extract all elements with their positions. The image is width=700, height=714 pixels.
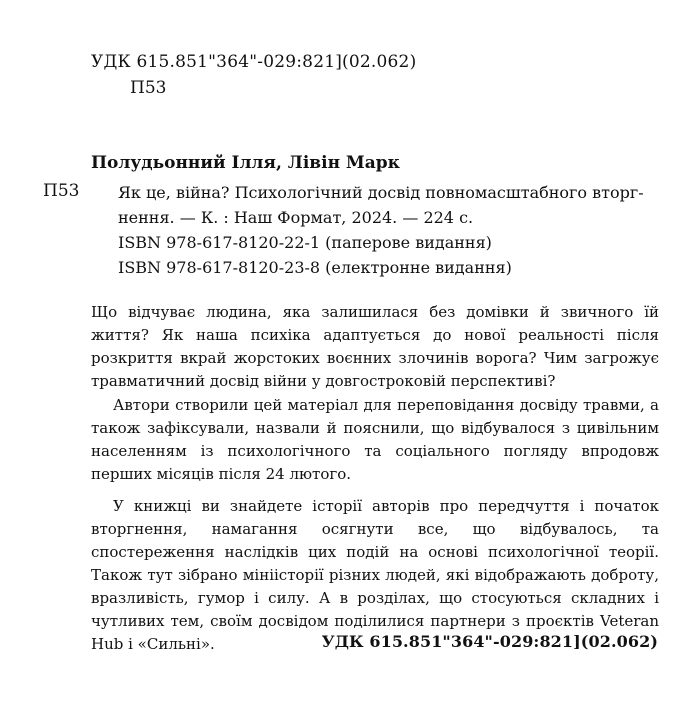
author-index-side: П53 <box>43 181 80 201</box>
abstract-paragraph-1: Що відчуває людина, яка залишилася без домівки й звичного їй життя? Як наша психіка адаптується до нової реальності після розкриття вкрай жорстоких воєнних злочинів ворога? Чим загрожує травматичний досвід війни у довгостроковій перспективі? <box>91 303 659 390</box>
authors-heading: Полудьонний Ілля, Лівін Марк <box>91 153 400 173</box>
title-line-2: нення. — К. : Наш Формат, 2024. — 224 с. <box>118 208 474 227</box>
isbn-print: ISBN 978-617-8120-22-1 (паперове видання) <box>118 233 492 252</box>
abstract <box>91 301 659 656</box>
isbn-electronic: ISBN 978-617-8120-23-8 (електронне видання) <box>118 258 512 277</box>
bibliographic-description <box>118 180 658 280</box>
author-index-top: П53 <box>130 78 167 98</box>
title-line-1: Як це, війна? Психологічний досвід повномасштабного вторг- <box>118 183 644 202</box>
udk-code-bottom: УДК 615.851"364"-029:821](02.062) <box>321 632 658 651</box>
abstract-paragraph-3: У книжці ви знайдете історії авторів про передчуття і початок вторгнення, намагання осягнути все, що відбувалось, та спостереження наслідків цих подій на основі психологічної теорії. Також тут зібрано мініісторії різних людей, які відображають доброту, вразливість, гумор і силу. А в розділах, що стосуються складних і чутливих тем, своїм досвідом поділилися партнери з проєктів Veteran Hub і «Сильні». <box>91 497 659 653</box>
udk-code-top: УДК 615.851"364"-029:821](02.062) <box>91 52 417 72</box>
abstract-paragraph-2: Автори створили цей матеріал для переповідання досвіду травми, а також зафіксували, назвали й пояснили, що відбувалося з цивільним населенням із психологічного та соціального погляду впродовж перших місяців після 24 лютого. <box>91 396 659 483</box>
